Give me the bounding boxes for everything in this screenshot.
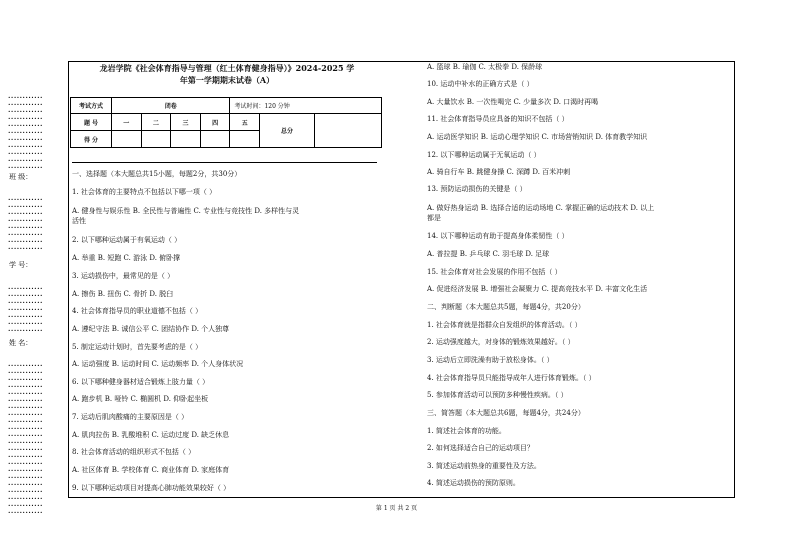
options-line: A. 促进经济发展 B. 增强社会凝聚力 C. 提高竞技水平 D. 丰富文化生活 <box>427 285 648 293</box>
question-line: 1. 社会体育就是指群众自发组织的体育活动。（ ） <box>427 321 582 329</box>
question-line: 10. 运动中补水的正确方式是（ ） <box>427 80 534 88</box>
options-line: 都是 <box>427 214 441 222</box>
binding-line-dots-bottom: •••••••••••• •••••••••••• •••••••••••• •••••••••••• •••••••••••• •••••••••••• •••••••••••• •••••••••••• •••••••••••• •••••••••••• •••••••••••• •••••••••••• •••••••••••• •••••••••••• •••••••••••• •••••••••••• •••••••••••• •••••••••••• •••••••••••• •••••••••••• •••••••••••• •••••••••••• <box>8 363 43 515</box>
question-line: 13. 预防运动损伤的关键是（ ） <box>427 185 527 193</box>
class-label: 班 级： <box>9 173 33 181</box>
exam-title-line1: 龙岩学院《社会体育指导与管理（红土体育健身指导）》2024-2025 学 <box>99 63 355 73</box>
total-score-label: 总分 <box>260 114 315 148</box>
exam-method-value: 闭卷 <box>112 98 230 114</box>
options-line: A. 大量饮水 B. 一次性喝完 C. 少量多次 D. 口渴时再喝 <box>427 98 599 106</box>
question-col-5: 五 <box>230 114 260 131</box>
question-line: 9. 以下哪种运动项目对提高心肺功能效果较好（ ） <box>72 484 231 492</box>
exam-title-line2: 年第一学期期末试卷（A） <box>179 75 275 85</box>
question-line: 8. 社会体育活动的组织形式不包括（ ） <box>72 448 196 456</box>
question-line: 2. 如何选择适合自己的运动项目？ <box>427 444 534 452</box>
question-line: 3. 简述运动前热身的重要性及方法。 <box>427 462 541 470</box>
options-line: A. 篮球 B. 瑜伽 C. 太极拳 D. 保龄球 <box>427 63 543 71</box>
question-line: 1. 简述社会体育的功能。 <box>427 427 506 435</box>
section-heading: 一、选择题（本大题总共15小题，每题2分，共30分） <box>72 170 242 178</box>
options-line: A. 普拉提 B. 乒乓球 C. 羽毛球 D. 足球 <box>427 250 550 258</box>
question-col-2: 二 <box>141 114 171 131</box>
question-line: 12. 以下哪种运动属于无氧运动（ ） <box>427 151 541 159</box>
section-heading: 三、简答题（本大题总共6题，每题4分，共24分） <box>427 409 585 417</box>
exam-title <box>72 62 382 86</box>
score-cell-3[interactable] <box>171 131 201 148</box>
binding-line-dots-top: •••••••••••• •••••••••••• •••••••••••• •••••••••••• •••••••••••• •••••••••••• •••••••••••• •••••••••••• •••••••••••• •••••••••••• •••••••••••• <box>8 95 43 170</box>
question-line: 15. 社会体育对社会发展的作用不包括（ ） <box>427 268 562 276</box>
question-line: 2. 运动强度越大，对身体的锻炼效果越好。（ ） <box>427 338 575 346</box>
question-line: 5. 制定运动计划时，首先要考虑的是（ ） <box>72 343 203 351</box>
options-line: A. 健身性与娱乐性 B. 全民性与普遍性 C. 专业性与竞技性 D. 多样性与灵 <box>72 207 300 215</box>
question-line: 6. 以下哪种健身器材适合锻炼上肢力量（ ） <box>72 378 210 386</box>
question-col-3: 三 <box>171 114 201 131</box>
score-table <box>70 97 382 148</box>
options-line: A. 遵纪守法 B. 诚信公平 C. 团结协作 D. 个人独尊 <box>72 325 230 333</box>
question-line: 14. 以下哪种运动有助于提高身体柔韧性（ ） <box>427 232 569 240</box>
binding-line-dots-mid1: •••••••••••• •••••••••••• •••••••••••• •••••••••••• •••••••••••• •••••••••••• •••••••••••• •••••••••••• <box>8 197 43 251</box>
options-line: A. 跑步机 B. 哑铃 C. 椭圆机 D. 仰卧起坐板 <box>72 395 209 403</box>
divider <box>72 162 377 163</box>
options-line: A. 运动强度 B. 运动时间 C. 运动频率 D. 个人身体状况 <box>72 360 244 368</box>
question-no-label: 题 号 <box>71 114 112 131</box>
options-line: A. 骑自行车 B. 跳健身操 C. 深蹲 D. 百米冲刺 <box>427 168 571 176</box>
question-line: 7. 运动后肌肉酸痛的主要原因是（ ） <box>72 413 189 421</box>
options-line: A. 擦伤 B. 扭伤 C. 骨折 D. 脱臼 <box>72 290 174 298</box>
binding-line-dots-mid2: •••••••••••• •••••••••••• •••••••••••• •••••••••••• •••••••••••• •••••••••••• •••••••••••• <box>8 286 43 333</box>
question-line: 4. 社会体育指导员只能指导成年人进行体育锻炼。（ ） <box>427 374 596 382</box>
question-line: 2. 以下哪种运动属于有氧运动（ ） <box>72 236 182 244</box>
question-line: 4. 社会体育指导员的职业道德不包括（ ） <box>72 307 203 315</box>
options-line: A. 举重 B. 短跑 C. 游泳 D. 俯卧撑 <box>72 254 181 262</box>
exam-method-label: 考试方式 <box>71 98 112 114</box>
options-line: A. 肌肉拉伤 B. 乳酸堆积 C. 运动过度 D. 缺乏休息 <box>72 431 230 439</box>
question-line: 4. 简述运动损伤的预防原则。 <box>427 479 520 487</box>
score-label: 得 分 <box>71 131 112 148</box>
question-line: 3. 运动损伤中，最常见的是（ ） <box>72 272 175 280</box>
options-line: A. 社区体育 B. 学校体育 C. 商业体育 D. 家庭体育 <box>72 466 230 474</box>
options-line: A. 运动医学知识 B. 运动心理学知识 C. 市场营销知识 D. 体育教学知识 <box>427 133 648 141</box>
score-cell-5[interactable] <box>230 131 260 148</box>
section-heading: 二、判断题（本大题总共5题，每题4分，共20分） <box>427 303 585 311</box>
name-label: 姓 名： <box>9 339 33 347</box>
options-line: 活性 <box>72 217 86 225</box>
score-cell-2[interactable] <box>141 131 171 148</box>
question-col-4: 四 <box>200 114 230 131</box>
exam-time: 考试时间：120 分钟 <box>230 98 382 114</box>
score-cell-4[interactable] <box>200 131 230 148</box>
page-number: 第 1 页 共 2 页 <box>375 505 418 512</box>
student-id-label: 学 号： <box>9 261 33 269</box>
options-line: A. 做好热身运动 B. 选择合适的运动场地 C. 掌握正确的运动技术 D. 以上 <box>427 204 655 212</box>
question-line: 11. 社会体育指导员应具备的知识不包括（ ） <box>427 115 569 123</box>
score-cell-1[interactable] <box>112 131 142 148</box>
total-score-cell[interactable] <box>315 114 382 148</box>
question-line: 1. 社会体育的主要特点不包括以下哪一项（ ） <box>72 188 217 196</box>
question-line: 5. 参加体育活动可以预防多种慢性疾病。（ ） <box>427 391 568 399</box>
question-line: 3. 运动后立即洗澡有助于放松身体。（ ） <box>427 356 554 364</box>
question-col-1: 一 <box>112 114 142 131</box>
